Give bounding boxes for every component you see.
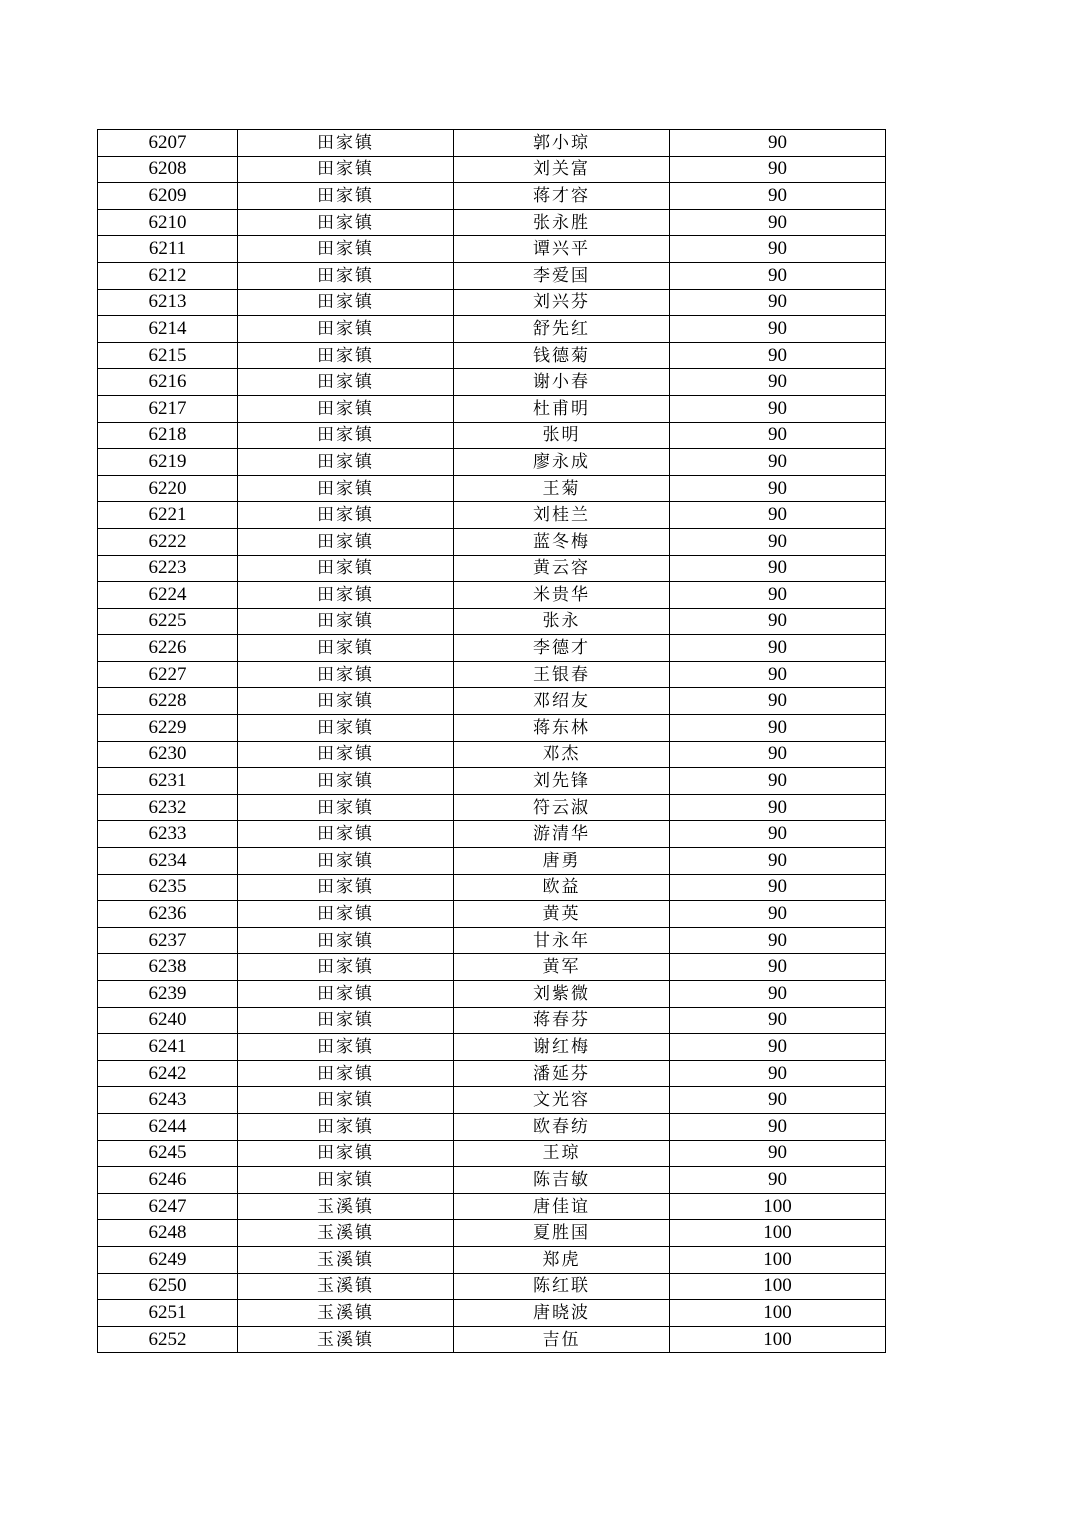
cell-amount: 90 bbox=[670, 635, 886, 662]
cell-name: 郭小琼 bbox=[454, 130, 670, 157]
cell-amount: 90 bbox=[670, 954, 886, 981]
table-row bbox=[98, 1007, 886, 1034]
cell-number: 6248 bbox=[98, 1220, 238, 1247]
cell-number: 6207 bbox=[98, 130, 238, 157]
cell-number: 6233 bbox=[98, 821, 238, 848]
table-row bbox=[98, 342, 886, 369]
cell-name: 黄军 bbox=[454, 954, 670, 981]
cell-number: 6216 bbox=[98, 369, 238, 396]
cell-town: 田家镇 bbox=[238, 874, 454, 901]
cell-name: 郑虎 bbox=[454, 1246, 670, 1273]
cell-name: 游清华 bbox=[454, 821, 670, 848]
cell-number: 6242 bbox=[98, 1060, 238, 1087]
cell-number: 6227 bbox=[98, 661, 238, 688]
cell-name: 夏胜国 bbox=[454, 1220, 670, 1247]
cell-town: 田家镇 bbox=[238, 1060, 454, 1087]
cell-name: 黄云容 bbox=[454, 555, 670, 582]
cell-town: 田家镇 bbox=[238, 1113, 454, 1140]
cell-name: 刘关富 bbox=[454, 156, 670, 183]
table-row bbox=[98, 395, 886, 422]
cell-name: 张明 bbox=[454, 422, 670, 449]
cell-amount: 90 bbox=[670, 130, 886, 157]
cell-number: 6217 bbox=[98, 395, 238, 422]
cell-number: 6221 bbox=[98, 502, 238, 529]
cell-name: 刘兴芬 bbox=[454, 289, 670, 316]
table-row bbox=[98, 156, 886, 183]
cell-amount: 90 bbox=[670, 156, 886, 183]
cell-number: 6247 bbox=[98, 1193, 238, 1220]
cell-number: 6228 bbox=[98, 688, 238, 715]
cell-number: 6236 bbox=[98, 901, 238, 928]
cell-amount: 90 bbox=[670, 209, 886, 236]
table-row bbox=[98, 1060, 886, 1087]
table-row bbox=[98, 1167, 886, 1194]
table-row bbox=[98, 289, 886, 316]
cell-town: 田家镇 bbox=[238, 156, 454, 183]
table-row bbox=[98, 555, 886, 582]
cell-amount: 90 bbox=[670, 475, 886, 502]
cell-amount: 90 bbox=[670, 981, 886, 1008]
cell-number: 6251 bbox=[98, 1300, 238, 1327]
cell-town: 玉溪镇 bbox=[238, 1300, 454, 1327]
cell-name: 谭兴平 bbox=[454, 236, 670, 263]
cell-name: 谢红梅 bbox=[454, 1034, 670, 1061]
cell-name: 符云淑 bbox=[454, 794, 670, 821]
cell-number: 6241 bbox=[98, 1034, 238, 1061]
cell-name: 王琼 bbox=[454, 1140, 670, 1167]
cell-amount: 90 bbox=[670, 342, 886, 369]
cell-name: 杜甫明 bbox=[454, 395, 670, 422]
cell-name: 甘永年 bbox=[454, 927, 670, 954]
cell-town: 田家镇 bbox=[238, 981, 454, 1008]
table-row bbox=[98, 927, 886, 954]
table-row bbox=[98, 661, 886, 688]
cell-number: 6246 bbox=[98, 1167, 238, 1194]
table-row bbox=[98, 1326, 886, 1353]
table-row bbox=[98, 1034, 886, 1061]
cell-number: 6230 bbox=[98, 741, 238, 768]
table-row bbox=[98, 528, 886, 555]
cell-town: 田家镇 bbox=[238, 1034, 454, 1061]
cell-number: 6235 bbox=[98, 874, 238, 901]
cell-number: 6249 bbox=[98, 1246, 238, 1273]
cell-town: 田家镇 bbox=[238, 927, 454, 954]
cell-amount: 90 bbox=[670, 608, 886, 635]
cell-town: 田家镇 bbox=[238, 1140, 454, 1167]
cell-town: 田家镇 bbox=[238, 1087, 454, 1114]
cell-town: 田家镇 bbox=[238, 715, 454, 742]
cell-amount: 100 bbox=[670, 1273, 886, 1300]
table-row bbox=[98, 1220, 886, 1247]
table-row bbox=[98, 1113, 886, 1140]
cell-name: 陈红联 bbox=[454, 1273, 670, 1300]
cell-town: 田家镇 bbox=[238, 661, 454, 688]
cell-name: 刘紫微 bbox=[454, 981, 670, 1008]
table-row bbox=[98, 794, 886, 821]
cell-town: 玉溪镇 bbox=[238, 1246, 454, 1273]
cell-number: 6232 bbox=[98, 794, 238, 821]
cell-name: 蒋春芬 bbox=[454, 1007, 670, 1034]
cell-name: 欧春纺 bbox=[454, 1113, 670, 1140]
table-row bbox=[98, 821, 886, 848]
cell-name: 蒋才容 bbox=[454, 183, 670, 210]
cell-town: 田家镇 bbox=[238, 901, 454, 928]
cell-amount: 100 bbox=[670, 1246, 886, 1273]
cell-number: 6222 bbox=[98, 528, 238, 555]
cell-name: 米贵华 bbox=[454, 582, 670, 609]
table-row bbox=[98, 130, 886, 157]
cell-name: 刘桂兰 bbox=[454, 502, 670, 529]
cell-amount: 90 bbox=[670, 1060, 886, 1087]
table-row bbox=[98, 848, 886, 875]
table-row bbox=[98, 183, 886, 210]
cell-number: 6237 bbox=[98, 927, 238, 954]
cell-number: 6214 bbox=[98, 316, 238, 343]
cell-town: 田家镇 bbox=[238, 1007, 454, 1034]
cell-town: 田家镇 bbox=[238, 502, 454, 529]
table-row bbox=[98, 449, 886, 476]
cell-amount: 90 bbox=[670, 1034, 886, 1061]
cell-town: 田家镇 bbox=[238, 954, 454, 981]
cell-name: 陈吉敏 bbox=[454, 1167, 670, 1194]
cell-town: 玉溪镇 bbox=[238, 1193, 454, 1220]
cell-town: 田家镇 bbox=[238, 183, 454, 210]
table-row bbox=[98, 1300, 886, 1327]
cell-town: 田家镇 bbox=[238, 608, 454, 635]
cell-amount: 100 bbox=[670, 1300, 886, 1327]
cell-number: 6219 bbox=[98, 449, 238, 476]
cell-number: 6213 bbox=[98, 289, 238, 316]
table-row bbox=[98, 1246, 886, 1273]
cell-name: 张永胜 bbox=[454, 209, 670, 236]
table-row bbox=[98, 582, 886, 609]
cell-town: 田家镇 bbox=[238, 741, 454, 768]
cell-number: 6234 bbox=[98, 848, 238, 875]
cell-number: 6231 bbox=[98, 768, 238, 795]
cell-amount: 90 bbox=[670, 1087, 886, 1114]
cell-name: 张永 bbox=[454, 608, 670, 635]
cell-town: 田家镇 bbox=[238, 688, 454, 715]
cell-town: 田家镇 bbox=[238, 821, 454, 848]
cell-name: 蓝冬梅 bbox=[454, 528, 670, 555]
cell-town: 田家镇 bbox=[238, 395, 454, 422]
cell-amount: 90 bbox=[670, 422, 886, 449]
cell-number: 6226 bbox=[98, 635, 238, 662]
cell-amount: 90 bbox=[670, 848, 886, 875]
cell-number: 6238 bbox=[98, 954, 238, 981]
table-row bbox=[98, 209, 886, 236]
cell-town: 田家镇 bbox=[238, 768, 454, 795]
cell-number: 6244 bbox=[98, 1113, 238, 1140]
cell-town: 田家镇 bbox=[238, 635, 454, 662]
cell-town: 田家镇 bbox=[238, 316, 454, 343]
cell-amount: 90 bbox=[670, 874, 886, 901]
table-row bbox=[98, 635, 886, 662]
cell-town: 田家镇 bbox=[238, 582, 454, 609]
cell-number: 6220 bbox=[98, 475, 238, 502]
cell-number: 6245 bbox=[98, 1140, 238, 1167]
cell-amount: 90 bbox=[670, 528, 886, 555]
cell-amount: 90 bbox=[670, 582, 886, 609]
table-row bbox=[98, 1140, 886, 1167]
table-row bbox=[98, 1273, 886, 1300]
table-row bbox=[98, 1087, 886, 1114]
cell-town: 田家镇 bbox=[238, 1167, 454, 1194]
cell-town: 田家镇 bbox=[238, 555, 454, 582]
cell-town: 田家镇 bbox=[238, 262, 454, 289]
cell-amount: 90 bbox=[670, 1140, 886, 1167]
cell-amount: 90 bbox=[670, 236, 886, 263]
cell-number: 6239 bbox=[98, 981, 238, 1008]
cell-amount: 90 bbox=[670, 289, 886, 316]
cell-number: 6229 bbox=[98, 715, 238, 742]
cell-name: 廖永成 bbox=[454, 449, 670, 476]
cell-number: 6215 bbox=[98, 342, 238, 369]
table-row bbox=[98, 981, 886, 1008]
cell-amount: 90 bbox=[670, 502, 886, 529]
cell-amount: 90 bbox=[670, 821, 886, 848]
cell-name: 钱德菊 bbox=[454, 342, 670, 369]
table-row bbox=[98, 422, 886, 449]
cell-number: 6218 bbox=[98, 422, 238, 449]
cell-name: 唐勇 bbox=[454, 848, 670, 875]
cell-name: 李德才 bbox=[454, 635, 670, 662]
cell-amount: 90 bbox=[670, 741, 886, 768]
cell-number: 6211 bbox=[98, 236, 238, 263]
table-row bbox=[98, 369, 886, 396]
cell-amount: 90 bbox=[670, 1167, 886, 1194]
table-row bbox=[98, 715, 886, 742]
cell-town: 田家镇 bbox=[238, 528, 454, 555]
cell-town: 田家镇 bbox=[238, 289, 454, 316]
cell-amount: 90 bbox=[670, 661, 886, 688]
cell-number: 6223 bbox=[98, 555, 238, 582]
cell-town: 玉溪镇 bbox=[238, 1220, 454, 1247]
cell-amount: 90 bbox=[670, 395, 886, 422]
cell-amount: 90 bbox=[670, 316, 886, 343]
cell-town: 田家镇 bbox=[238, 449, 454, 476]
cell-number: 6210 bbox=[98, 209, 238, 236]
table-row bbox=[98, 316, 886, 343]
cell-amount: 90 bbox=[670, 901, 886, 928]
cell-amount: 100 bbox=[670, 1193, 886, 1220]
table-row bbox=[98, 608, 886, 635]
cell-amount: 90 bbox=[670, 262, 886, 289]
cell-name: 文光容 bbox=[454, 1087, 670, 1114]
cell-amount: 90 bbox=[670, 1113, 886, 1140]
cell-town: 田家镇 bbox=[238, 475, 454, 502]
cell-number: 6225 bbox=[98, 608, 238, 635]
cell-town: 田家镇 bbox=[238, 130, 454, 157]
data-table bbox=[97, 129, 886, 1353]
cell-name: 邓绍友 bbox=[454, 688, 670, 715]
cell-name: 舒先红 bbox=[454, 316, 670, 343]
cell-town: 田家镇 bbox=[238, 422, 454, 449]
table-row bbox=[98, 954, 886, 981]
cell-amount: 90 bbox=[670, 1007, 886, 1034]
cell-town: 田家镇 bbox=[238, 209, 454, 236]
cell-amount: 90 bbox=[670, 715, 886, 742]
table-row bbox=[98, 768, 886, 795]
cell-amount: 90 bbox=[670, 927, 886, 954]
cell-name: 唐佳谊 bbox=[454, 1193, 670, 1220]
cell-number: 6209 bbox=[98, 183, 238, 210]
cell-number: 6224 bbox=[98, 582, 238, 609]
table-row bbox=[98, 236, 886, 263]
cell-number: 6208 bbox=[98, 156, 238, 183]
cell-name: 邓杰 bbox=[454, 741, 670, 768]
cell-name: 黄英 bbox=[454, 901, 670, 928]
cell-name: 吉伍 bbox=[454, 1326, 670, 1353]
cell-amount: 90 bbox=[670, 768, 886, 795]
table-row bbox=[98, 874, 886, 901]
cell-number: 6212 bbox=[98, 262, 238, 289]
cell-number: 6250 bbox=[98, 1273, 238, 1300]
cell-number: 6252 bbox=[98, 1326, 238, 1353]
table-row bbox=[98, 688, 886, 715]
cell-name: 谢小春 bbox=[454, 369, 670, 396]
cell-amount: 90 bbox=[670, 183, 886, 210]
cell-name: 潘延芬 bbox=[454, 1060, 670, 1087]
table-row bbox=[98, 1193, 886, 1220]
table-row bbox=[98, 502, 886, 529]
cell-name: 王银春 bbox=[454, 661, 670, 688]
cell-amount: 100 bbox=[670, 1220, 886, 1247]
cell-amount: 90 bbox=[670, 688, 886, 715]
cell-name: 欧益 bbox=[454, 874, 670, 901]
table-row bbox=[98, 475, 886, 502]
cell-name: 蒋东林 bbox=[454, 715, 670, 742]
cell-name: 刘先锋 bbox=[454, 768, 670, 795]
table-row bbox=[98, 901, 886, 928]
table-row bbox=[98, 262, 886, 289]
cell-town: 玉溪镇 bbox=[238, 1326, 454, 1353]
cell-amount: 90 bbox=[670, 555, 886, 582]
cell-number: 6243 bbox=[98, 1087, 238, 1114]
table-body bbox=[98, 130, 886, 1353]
cell-town: 田家镇 bbox=[238, 794, 454, 821]
cell-name: 李爱国 bbox=[454, 262, 670, 289]
cell-town: 田家镇 bbox=[238, 848, 454, 875]
cell-town: 田家镇 bbox=[238, 369, 454, 396]
cell-amount: 90 bbox=[670, 449, 886, 476]
cell-town: 玉溪镇 bbox=[238, 1273, 454, 1300]
cell-town: 田家镇 bbox=[238, 236, 454, 263]
cell-amount: 90 bbox=[670, 794, 886, 821]
cell-amount: 100 bbox=[670, 1326, 886, 1353]
cell-number: 6240 bbox=[98, 1007, 238, 1034]
cell-name: 王菊 bbox=[454, 475, 670, 502]
cell-amount: 90 bbox=[670, 369, 886, 396]
table-row bbox=[98, 741, 886, 768]
cell-town: 田家镇 bbox=[238, 342, 454, 369]
cell-name: 唐晓波 bbox=[454, 1300, 670, 1327]
